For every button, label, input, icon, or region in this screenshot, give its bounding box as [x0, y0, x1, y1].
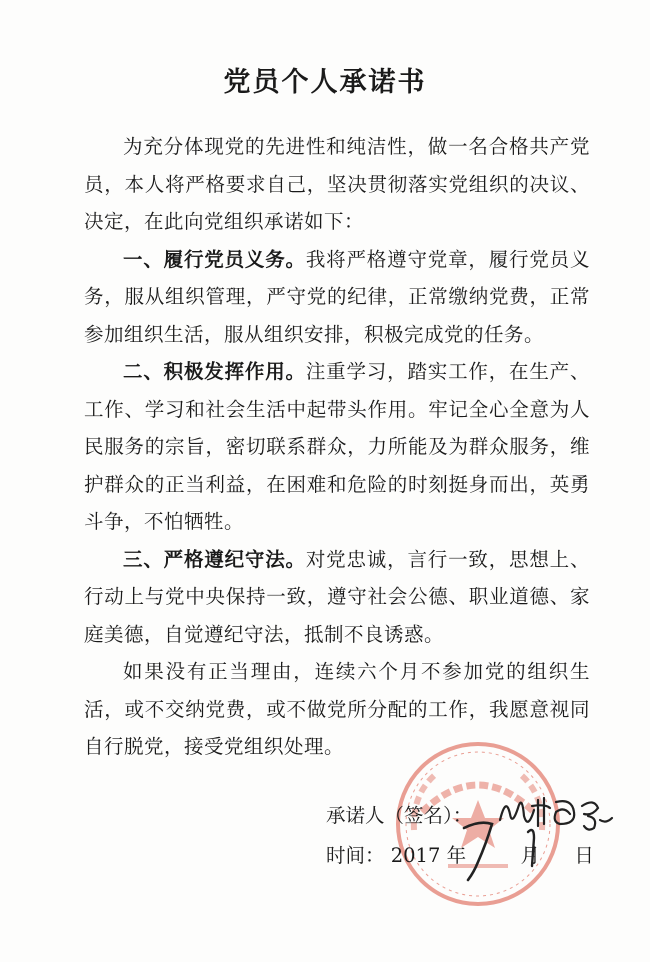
section-3-heading: 三、严格遵纪守法。 [123, 547, 306, 571]
section-1-text: 我将严格遵守党章，履行党员义务，服从组织管理，严守党的纪律，正常缴纳党费，正常参加组织生活，服从组织安排，积极完成党的任务。 [84, 247, 590, 346]
date-day-unit: 日 [574, 844, 594, 867]
date-year: 2017 [390, 844, 441, 867]
signature-block [326, 796, 626, 876]
section-1-heading: 一、履行党员义务。 [123, 247, 306, 271]
section-2-paragraph [84, 353, 590, 541]
page-title: 党员个人承诺书 [223, 67, 427, 98]
date-label: 时间： [326, 844, 385, 867]
section-2-text: 注重学习，踏实工作，在生产、工作、学习和社会生活中起带头作用。牢记全心全意为人民服务的宗旨，密切联系群众，力所能及为群众服务，维护群众的正当利益，在困难和危险的时刻挺身而出，英勇斗争，不怕牺牲。 [84, 360, 590, 533]
handwritten-day-icon [520, 814, 544, 884]
section-3-text: 对党忠诚，言行一致，思想上、行动上与党中央保持一致，遵守社会公德、职业道德、家庭美德，自觉遵纪守法，抵制不良诱惑。 [84, 547, 590, 646]
section-3-paragraph [84, 541, 590, 654]
date-year-unit: 年 [446, 844, 467, 867]
section-2-heading: 二、积极发挥作用。 [123, 360, 306, 383]
date-month-unit: 月 [520, 844, 540, 867]
intro-paragraph: 为充分体现党的先进性和纯洁性，做一名合格共产党员，本人将严格要求自己，坚决贯彻落实党组织的决议、决定，在此向党组织承诺如下： [84, 135, 590, 233]
handwritten-signature-icon [494, 786, 614, 836]
handwritten-month-icon [458, 814, 498, 884]
closing-paragraph: 如果没有正当理由，连续六个月不参加党的组织生活，或不交纳党费，或不做党所分配的工作，我愿意视同自行脱党，接受党组织处理。 [84, 660, 590, 758]
document-body [84, 128, 590, 766]
signer-label: 承诺人（签名）： [326, 804, 473, 827]
section-1-paragraph [84, 241, 590, 354]
date-line [326, 836, 626, 876]
